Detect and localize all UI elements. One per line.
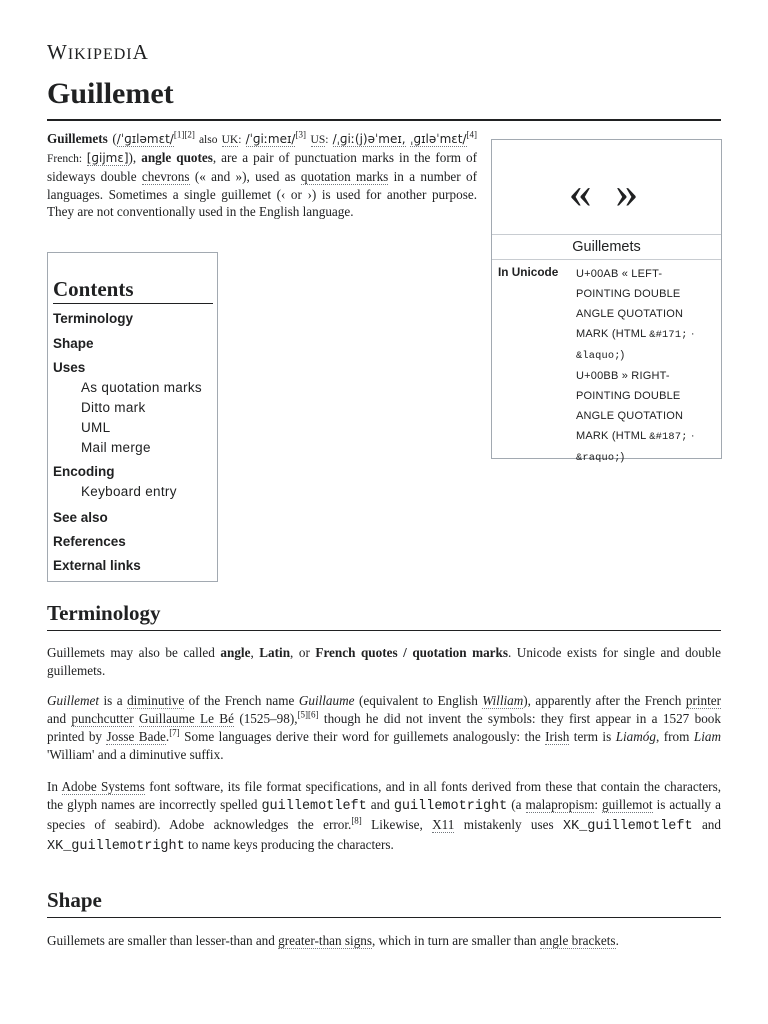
toc-item-see-also[interactable]: See also [53,510,108,525]
code-text: XK_guillemotleft [562,819,693,834]
toc-item-terminology[interactable]: Terminology [53,311,134,326]
lead-text: in a number of languages. Sometimes a single guillemet (‹ or ›) is used for another purpose. They are not conventionally used in the English language. [47,169,477,219]
terminology-paragraph-2 [47,692,721,764]
infobox-text: ) [620,349,625,361]
infobox-text: MARK (HTML [576,328,650,340]
wordmark-last: A [132,40,149,64]
infobox-value [576,264,716,468]
william-link[interactable]: William [482,693,524,708]
uk-link[interactable]: UK [221,134,239,146]
para-text: term is [569,729,616,744]
toc-item-keyboard-entry[interactable]: Keyboard entry [81,484,177,499]
irish-link[interactable]: Irish [545,729,570,744]
infobox-caption: Guillemets [492,235,721,260]
italic-term: Liamóg [615,729,656,744]
italic-term: Guillemet [47,693,100,708]
section-heading-shape: Shape [47,886,721,918]
ipa-link[interactable]: /ˈɡɪləmɛt/ [116,132,174,146]
para-text: (equivalent to English [354,693,483,708]
lead-text: (« and »), used as [189,169,301,185]
printer-link[interactable]: printer [685,693,721,708]
html-entity: &#171; [649,329,688,341]
lead-text: also [194,134,222,146]
toc-item-encoding[interactable]: Encoding [53,464,115,479]
infobox-text: · [687,328,695,340]
toc-item-shape[interactable]: Shape [53,336,94,351]
bold-term: Latin [259,645,291,660]
toc-item-uses[interactable]: Uses [53,360,86,375]
terminology-paragraph-3 [47,778,721,856]
para-text: . Unicode exists for single and double guillemets. [47,645,721,678]
toc-item-external-links[interactable]: External links [53,558,141,573]
bold-term: French quotes / quotation marks [315,645,508,660]
infobox-line [576,447,716,468]
lead-paragraph [47,130,477,220]
para-text: (a [507,797,526,812]
us-link[interactable]: US [310,134,326,146]
para-text: and [366,797,394,812]
para-text: though he did not invent the symbols: they first appear in a 1527 book printed by [47,711,721,744]
infobox-line: POINTING DOUBLE [576,288,681,300]
para-text: to name keys producing the characters. [184,837,394,852]
para-text: ), apparently after the French [523,693,686,708]
angle-brackets-link[interactable]: angle brackets [539,933,616,948]
guillaume-le-be-link[interactable]: Guillaume Le Bé [139,711,234,726]
para-text: : [594,797,603,812]
para-text: . [165,729,170,744]
citation-ref[interactable]: [3] [295,129,306,140]
para-text: , which in turn are smaller than [372,933,540,948]
ipa-link[interactable]: /ˌɡiː(j)əˈmeɪ, [332,132,406,146]
para-text: Guillemets may also be called [47,645,221,660]
para-text: Likewise, [361,817,433,832]
para-text: 'William' and a diminutive suffix. [47,747,224,762]
toc-item-ditto-mark[interactable]: Ditto mark [81,400,146,415]
terminology-paragraph-1 [47,644,721,680]
lead-term: Guillemets [47,131,108,146]
infobox [491,139,722,464]
guillemot-link[interactable]: guillemot [602,797,653,812]
punchcutter-link[interactable]: punchcutter [71,711,134,726]
wordmark-first: W [47,40,68,64]
infobox-line [576,345,716,366]
para-text: . [615,933,619,948]
infobox-line: POINTING DOUBLE [576,390,681,402]
citation-ref[interactable]: [5][6] [297,709,319,720]
ipa-link[interactable]: /ˈɡiːmeɪ/ [245,132,296,146]
infobox-line: U+00AB « LEFT- [576,268,663,280]
infobox-row [492,260,721,468]
code-text: guillemotright [393,799,508,814]
html-entity: &raquo; [576,452,621,464]
para-text: is a [99,693,128,708]
infobox-text: · [687,430,695,442]
lead-text: ( [107,131,117,146]
chevrons-link[interactable]: chevrons [141,169,190,185]
para-text: , or [290,645,316,660]
lead-text: : [325,134,333,146]
citation-ref[interactable]: [7] [169,727,180,738]
lead-text: ), [128,150,142,166]
para-text: , [250,645,260,660]
para-text: and [47,711,72,726]
section-heading-terminology: Terminology [47,599,721,631]
josse-bade-link[interactable]: Josse Bade [106,729,166,744]
infobox-line: ANGLE QUOTATION [576,308,684,320]
wikipedia-wordmark[interactable] [47,40,149,65]
para-text: Some languages derive their word for guillemets analogously: the [179,729,546,744]
italic-term: Guillaume [298,693,355,708]
quotation-marks-link[interactable]: quotation marks [300,169,389,185]
citation-ref[interactable]: [4] [466,129,477,140]
greater-than-signs-link[interactable]: greater-than signs [278,933,373,948]
malapropism-link[interactable]: malapropism [525,797,595,812]
x11-link[interactable]: X11 [432,817,455,832]
para-text: In [47,779,62,794]
shape-paragraph [47,932,721,950]
citation-ref[interactable]: [8] [351,815,362,826]
infobox-line [576,324,716,345]
ipa-link[interactable]: [ɡijmɛ] [86,151,129,166]
html-entity: &#187; [649,431,688,443]
ipa-link[interactable]: ˌɡɪləˈmɛt/ [410,132,467,146]
infobox-line: U+00BB » RIGHT- [576,370,670,382]
infobox-line: ANGLE QUOTATION [576,410,684,422]
wordmark-middle: IKIPEDI [67,46,133,63]
bold-term: angle [220,645,251,660]
citation-ref[interactable]: [1][2] [173,129,195,140]
lead-text: , are a pair of punctuation marks in the form of sideways double [47,150,477,185]
para-text: , from [656,729,694,744]
toc-item-references[interactable]: References [53,534,126,549]
para-text: Guillemets are smaller than lesser-than and [47,933,279,948]
toc-item-mail-merge[interactable]: Mail merge [81,440,151,455]
code-text: XK_guillemotright [47,839,185,854]
html-entity: &laquo; [576,350,621,362]
toc-title: Contents [53,275,213,304]
infobox-text: MARK (HTML [576,430,650,442]
infobox-key: In Unicode [498,265,559,279]
para-text: (1525–98), [233,711,298,726]
guillemet-symbol: « » [492,140,721,235]
lead-bold: angle quotes [141,150,213,166]
para-text: font software, its file format specifications, and in all fonts derived from these that contain the characters, the glyph names are incorrectly spelled [47,779,722,812]
diminutive-link[interactable]: diminutive [127,693,185,708]
italic-term: Liam [693,729,721,744]
para-text: is actually a species of seabird). Adobe acknowledges the error. [47,797,722,832]
page-title: Guillemet [47,74,721,121]
toc-item-uml[interactable]: UML [81,420,111,435]
lead-text: French: [47,153,87,166]
lead-text: : [238,134,246,146]
para-text: and [692,817,721,832]
toc-list [48,308,217,573]
infobox-text: ) [620,451,625,463]
para-text: of the French name [184,693,299,708]
adobe-systems-link[interactable]: Adobe Systems [61,779,145,794]
code-text: guillemotleft [261,799,367,814]
infobox-line [576,426,716,447]
toc-item-as-quotation-marks[interactable]: As quotation marks [81,380,202,395]
para-text: mistakenly uses [454,817,563,832]
table-of-contents [47,252,218,582]
